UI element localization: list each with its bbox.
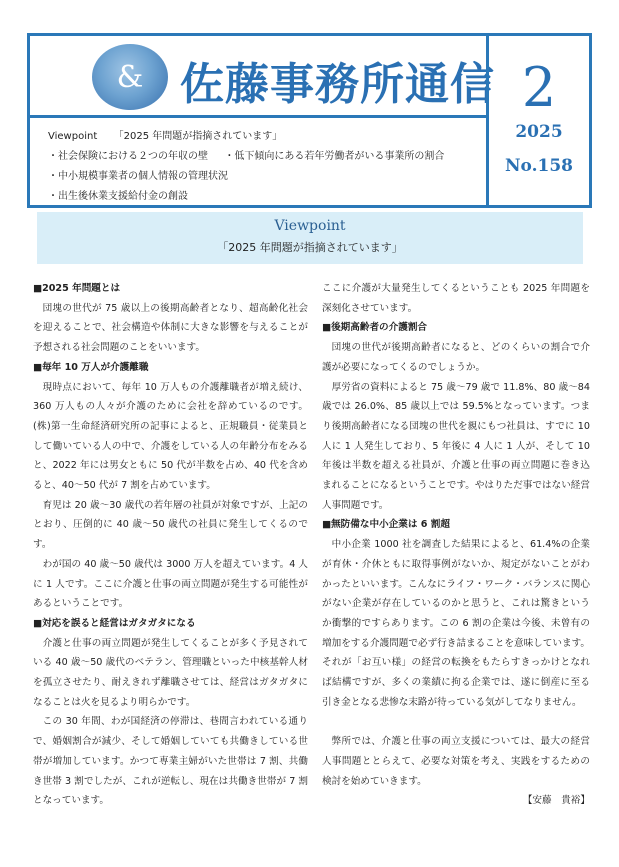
paragraph: 介護と仕事の両立問題が発生してくることが多く予見されている 40 歳～50 歳代のベテラン、管理職といった中核基幹人材を孤立させたり、耐えきれず離職させては、経営はガタガタになることは火を見るより明らかです。	[33, 637, 308, 708]
newsletter-header	[27, 33, 592, 208]
section-heading: ■後期高齢者の介護割合	[322, 322, 428, 334]
article-column-right	[322, 279, 590, 811]
toc-row	[48, 167, 478, 187]
spacer	[322, 712, 590, 732]
section-heading: ■対応を誤ると経営はガタガタになる	[33, 617, 196, 629]
paragraph: 育児は 20 歳～30 歳代の若年層の社員が対象ですが、上記のとおり、圧倒的に 40 歳～50 歳代の社員に発生してくるのです。	[33, 499, 308, 551]
table-of-contents	[48, 127, 478, 207]
ampersand-logo-icon: &	[92, 44, 168, 110]
issue-panel	[486, 36, 589, 205]
toc-viewpoint-text: 「2025 年問題が指摘されています」	[113, 131, 283, 142]
viewpoint-banner	[37, 212, 583, 264]
section-heading: ■2025 年問題とは	[33, 283, 121, 294]
toc-item: ・社会保険における２つの年収の壁	[48, 151, 208, 162]
paragraph: 団塊の世代が 75 歳以上の後期高齢者となり、超高齢化社会を迎えることで、社会構造や体制に大きな影響を与えることが予想される社会問題のことをいいます。	[33, 302, 308, 354]
paragraph: 厚労省の資料によると 75 歳～79 歳で 11.8%、80 歳～84 歳では 26.0%、85 歳以上では 59.5%となっています。つまり後期高齢者になる団塊の世代を親にもつ社員は、すでに 10 人に 1 人発生しており、5 年後に 4 人に 1 人が、そして 10 年後は半数を超える社員が、介護と仕事の両立問題に巻き込まれることになるということです。やはりただ事ではない経営人事問題です。	[322, 381, 590, 511]
viewpoint-title: Viewpoint	[274, 218, 346, 234]
paragraph: 現時点において、毎年 10 万人もの介護離職者が増え続け、360 万人もの人々が介護のために会社を辞めているのです。(株)第一生命経済研究所の記事によると、正規職員・従業員として働いている人の中で、介護をしている人の年齢分布をみると、2022 年には男女ともに 50 代が半数を占め、40 代を含めると、40～50 代が 7 割を占めています。	[33, 381, 308, 492]
toc-viewpoint	[48, 127, 478, 147]
paragraph: 団塊の世代が後期高齢者になると、どのくらいの割合で介護が必要になってくるのでしょうか。	[322, 342, 590, 373]
paragraph: わが国の 40 歳～50 歳代は 3000 万人を超えています。4 人に 1 人です。ここに介護と仕事の両立問題が発生する可能性があるということです。	[33, 558, 308, 610]
toc-row	[48, 187, 478, 207]
section-heading: ■無防備な中小企業は 6 割超	[322, 519, 450, 531]
paragraph: ここに介護が大量発生してくるということも 2025 年問題を深刻化させています。	[322, 283, 590, 314]
paragraph: 弊所では、介護と仕事の両立支援については、最大の経営人事問題ととらえて、必要な対策を考え、実践をするための検討を始めていきます。	[322, 736, 590, 787]
viewpoint-subtitle: 「2025 年問題が指摘されています」	[217, 241, 403, 254]
author-signature: 【安藤 貴裕】	[522, 795, 590, 807]
toc-item: ・出生後休業支援給付金の創設	[48, 191, 188, 202]
newsletter-title: 佐藤事務所通信	[180, 59, 495, 110]
toc-item: ・低下傾向にある若年労働者がいる事業所の割合	[224, 151, 445, 162]
issue-year: 2025	[515, 122, 563, 142]
issue-number: No.158	[505, 156, 573, 176]
section-heading: ■毎年 10 万人が介護離職	[33, 361, 149, 373]
toc-item: ・中小規模事業者の個人情報の管理状況	[48, 171, 228, 182]
issue-month: 2	[521, 56, 557, 119]
header-title-band	[30, 36, 495, 118]
paragraph: この 30 年間、わが国経済の停滞は、巷間言われている通りで、婚姻割合が減少、そして婚姻していても共働きしている世帯が増加しています。かつて専業主婦がいた世帯は 7 割、共働き世帯 3 割でしたが、これが逆転し、現在は共働き世帯が 7 割となっています。	[33, 716, 308, 807]
toc-row	[48, 147, 478, 167]
toc-viewpoint-label: Viewpoint	[48, 131, 98, 142]
article-column-left	[33, 279, 308, 811]
paragraph: 中小企業 1000 社を調査した結果によると、61.4%の企業が育休・介休ともに取得事例がないか、規定がないことがわかったといいます。こんなにライフ・ワーク・バランスに関心がない企業が存在しているのかと思うと、これは驚きというか衝撃的ですらあります。この 6 割の企業は今後、未曾有の増加をする介護問題で必ず行き詰まることを意味しています。それが「お互い様」の経営の転換をもたらすきっかけとなれば結構ですが、多くの業績に拘る企業では、遂に倒産に至る引き金となる悲惨な末路が待っている気がしてなりません。	[322, 539, 590, 708]
